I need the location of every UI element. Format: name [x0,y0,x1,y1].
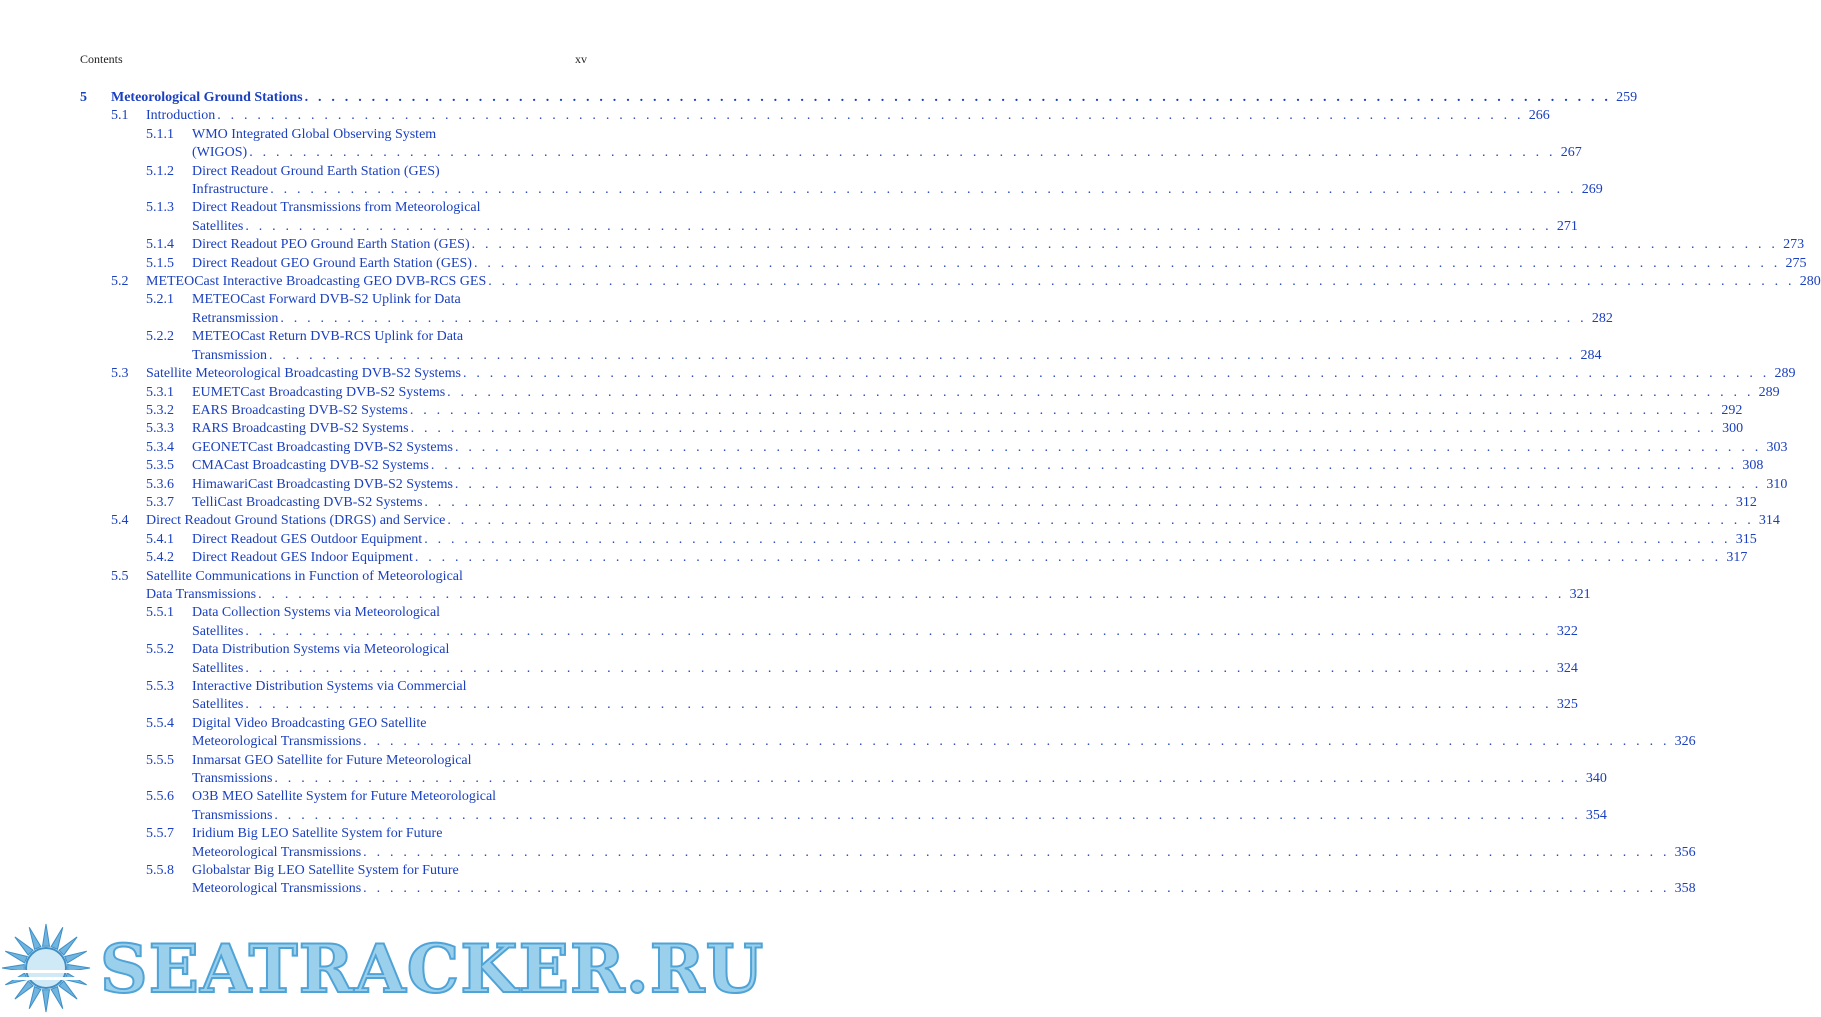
toc-entry-page[interactable]: 259 [1616,90,1638,105]
toc-entry[interactable] [80,512,1780,530]
dot-leader [363,844,1670,862]
toc-entry-page[interactable]: 300 [1722,421,1744,437]
toc-entry[interactable] [80,420,1744,438]
toc-entry-page[interactable]: 280 [1799,274,1821,290]
toc-entry-title[interactable]: Introduction [146,108,216,124]
watermark-text: SEATRACKER.RU [100,930,765,1008]
sun-ray [43,990,50,1012]
toc-entry-page[interactable]: 266 [1528,108,1550,124]
toc-entry-number: 5.5.6 [146,789,174,805]
toc-entry-page[interactable]: 314 [1758,513,1780,529]
sun-ray [5,951,27,963]
toc-entry-number: 5.5.2 [146,642,174,658]
toc-entry-number: 5.3.7 [146,494,174,510]
toc-entry[interactable] [80,604,1578,641]
toc-entry-title[interactable]: Meteorological Transmissions [192,734,362,750]
toc-entry-title[interactable]: Satellites [192,623,244,639]
toc-entry-title[interactable]: HimawariCast Broadcasting DVB-S2 Systems [192,476,453,492]
toc-entry-page[interactable]: 324 [1556,660,1578,676]
toc-entry-number: 5.1.1 [146,126,174,142]
dot-leader [363,733,1670,751]
dot-leader [411,420,1718,438]
toc-entry-number: 5.2.1 [146,292,174,308]
toc-entry-page[interactable]: 358 [1674,881,1696,897]
toc-entry-number: 5.3.5 [146,458,174,474]
toc-entry-title[interactable]: Data Distribution Systems via Meteorological [192,642,450,658]
toc-entry[interactable] [80,384,1780,402]
toc-entry-title[interactable]: METEOCast Interactive Broadcasting GEO DVB-RCS GES [146,274,487,290]
toc-entry-page[interactable]: 308 [1742,458,1764,474]
toc-entry-number: 5.5.4 [146,715,174,731]
sun-ray [65,951,87,963]
toc-entry-title[interactable]: Transmissions [192,771,273,787]
toc-entry-title[interactable]: Satellites [192,697,244,713]
toc-entry-title[interactable]: Satellite Communications in Function of Meteorological [146,568,463,584]
toc-entry-number: 5.3 [111,366,129,382]
toc-entry-page[interactable]: 315 [1735,531,1757,547]
toc-entry[interactable] [80,255,1807,273]
toc-entry[interactable] [80,825,1696,862]
dot-leader [280,310,1587,328]
toc-entry-title[interactable]: CMACast Broadcasting DVB-S2 Systems [192,458,429,474]
dot-leader [410,402,1717,420]
sun-ray [15,981,33,999]
toc-entry-title[interactable]: WMO Integrated Global Observing System [192,126,437,142]
toc-entry-title[interactable]: Digital Video Broadcasting GEO Satellite [192,715,427,731]
toc-entry-page[interactable]: 310 [1766,476,1788,492]
toc-entry-page[interactable]: 354 [1585,807,1607,823]
dot-leader [463,365,1770,383]
toc-entry-title[interactable]: Direct Readout Ground Stations (DRGS) and Service [146,513,446,529]
toc-entry-page[interactable]: 289 [1774,366,1796,382]
sun-ray [29,987,41,1009]
toc-entry-number: 5.1.4 [146,237,174,253]
dot-leader [249,144,1556,162]
dot-leader [245,218,1552,236]
dot-leader [447,512,1754,530]
toc-entry[interactable] [80,89,1638,107]
dot-leader [245,660,1552,678]
toc-entry-title[interactable]: Satellite Meteorological Broadcasting DVB-S2 Systems [146,366,461,382]
dot-leader [472,236,1779,254]
toc-entry[interactable] [80,568,1591,605]
toc-entry[interactable] [80,476,1788,494]
toc-entry-page[interactable]: 321 [1569,586,1591,602]
dot-leader [424,531,1731,549]
toc-entry-page[interactable]: 340 [1585,771,1607,787]
toc-entry-title[interactable]: Direct Readout GES Indoor Equipment [192,550,413,566]
dot-leader [269,347,1576,365]
toc-entry-title[interactable]: Direct Readout Ground Earth Station (GES) [192,163,440,179]
toc-entry[interactable] [80,494,1757,512]
toc-entry-page[interactable]: 326 [1674,734,1696,750]
toc-entry-number: 5.5.5 [146,752,174,768]
toc-entry[interactable] [80,402,1743,420]
dot-leader [245,696,1552,714]
toc-entry-title[interactable]: Iridium Big LEO Satellite System for Future [192,826,443,842]
toc-entry-number: 5.3.3 [146,421,174,437]
toc-entry-number: 5.1.2 [146,163,174,179]
toc-entry[interactable] [80,457,1764,475]
toc-entry[interactable] [80,328,1602,365]
toc-entry[interactable] [80,862,1696,899]
sun-ray [43,924,50,946]
toc-entry-page[interactable]: 282 [1591,310,1613,326]
toc-entry-number: 5.3.1 [146,384,174,400]
toc-entry-number: 5.3.2 [146,402,174,418]
dot-leader [431,457,1738,475]
toc-entry[interactable] [80,107,1550,125]
toc-entry[interactable] [80,531,1757,549]
toc-entry-title[interactable]: Data Transmissions [146,586,257,602]
toc-entry-number: 5.2.2 [146,329,174,345]
running-head [80,52,587,67]
toc-entry-title[interactable]: Data Collection Systems via Meteorological [192,605,441,621]
toc-entry-page[interactable]: 273 [1783,237,1805,253]
toc-entry-title[interactable]: GEONETCast Broadcasting DVB-S2 Systems [192,439,453,455]
toc-entry-title[interactable]: Transmissions [192,807,273,823]
toc-entry-title[interactable]: Direct Readout PEO Ground Earth Station (GES) [192,237,470,253]
toc-entry-number: 5 [80,90,87,105]
toc-entry-title[interactable]: O3B MEO Satellite System for Future Meteorological [192,789,497,805]
toc-entry-title[interactable]: METEOCast Return DVB-RCS Uplink for Data [192,329,464,345]
toc-entry-page[interactable]: 271 [1556,218,1578,234]
dot-leader [258,586,1565,604]
toc-entry-title[interactable]: Direct Readout GEO Ground Earth Station (GES) [192,255,472,271]
toc-entry-number: 5.1 [111,108,129,124]
toc-entry[interactable] [80,365,1796,383]
toc-entry-title[interactable]: Globalstar Big LEO Satellite System for Future [192,863,459,879]
toc-entry-title[interactable]: EARS Broadcasting DVB-S2 Systems [192,402,408,418]
toc-entry[interactable] [80,788,1607,825]
toc-entry-page[interactable]: 317 [1726,550,1748,566]
toc-entry-title[interactable]: Transmission [192,347,267,363]
toc-entry-title[interactable]: EUMETCast Broadcasting DVB-S2 Systems [192,384,446,400]
sun-ray [29,927,41,949]
toc-entry[interactable] [80,273,1821,291]
toc-entry-title[interactable]: Meteorological Transmissions [192,881,362,897]
dot-leader [415,549,1722,567]
toc-entry-page[interactable]: 269 [1581,182,1603,198]
toc-entry-number: 5.5.7 [146,826,174,842]
dot-leader [447,384,1754,402]
dot-leader [217,107,1524,125]
dot-leader [455,476,1762,494]
toc-entry-number: 5.5.8 [146,863,174,879]
toc-entry-title[interactable]: TelliCast Broadcasting DVB-S2 Systems [192,494,423,510]
sun-ray [59,981,77,999]
toc-entry-page[interactable]: 289 [1758,384,1780,400]
toc-entry-number: 5.5 [111,568,129,584]
toc-entry[interactable] [80,126,1582,163]
toc-entry-page[interactable]: 303 [1766,439,1788,455]
toc-entry-number: 5.4.2 [146,550,174,566]
toc-entry-number: 5.5.1 [146,605,174,621]
toc-entry[interactable] [80,549,1748,567]
dot-leader [274,807,1581,825]
toc-entry[interactable] [80,291,1613,328]
toc-entry-page[interactable]: 292 [1721,402,1743,418]
toc-entry-number: 5.3.6 [146,476,174,492]
toc-entry-title[interactable]: METEOCast Forward DVB-S2 Uplink for Data [192,292,461,308]
toc-entry-title[interactable]: Interactive Distribution Systems via Commercial [192,679,467,694]
dot-leader [474,255,1781,273]
dot-leader [363,880,1670,898]
toc-entry-page[interactable]: 275 [1785,255,1807,271]
toc-entry-title[interactable]: Meteorological Ground Stations [111,90,303,105]
dot-leader [274,770,1581,788]
sun-ray [51,987,63,1009]
toc-entry[interactable] [80,641,1578,678]
toc-entry-page[interactable]: 322 [1556,623,1578,639]
toc-entry[interactable] [80,715,1696,752]
sun-ray [15,937,33,955]
toc-entry-number: 5.1.5 [146,255,174,271]
dot-leader [424,494,1731,512]
toc-entry-title[interactable]: Direct Readout GES Outdoor Equipment [192,531,423,547]
toc-entry-page[interactable]: 312 [1735,494,1757,510]
toc-entry[interactable] [80,163,1603,200]
toc-entry-number: 5.3.4 [146,439,174,455]
toc-entry-title[interactable]: Satellites [192,660,244,676]
toc-entry-number: 5.2 [111,274,129,290]
table-of-contents [80,89,1821,899]
toc-entry-title[interactable]: Satellites [192,218,244,234]
toc-entry-title[interactable]: RARS Broadcasting DVB-S2 Systems [192,421,409,437]
dot-leader [270,181,1577,199]
toc-entry[interactable] [80,678,1578,715]
toc-entry-number: 5.4 [111,513,129,529]
toc-entry-title[interactable]: Meteorological Transmissions [192,844,362,860]
toc-entry-title[interactable]: Retransmission [192,310,279,326]
toc-entry-page[interactable]: 356 [1674,844,1696,860]
toc-entry[interactable] [80,236,1805,254]
toc-entry[interactable] [80,439,1788,457]
toc-entry-title[interactable]: Inmarsat GEO Satellite for Future Meteorological [192,752,472,768]
toc-entry-number: 5.4.1 [146,531,174,547]
toc-entry[interactable] [80,199,1578,236]
running-head-title: Contents [80,52,123,66]
toc-entry-page[interactable]: 325 [1556,697,1578,713]
toc-entry-title[interactable]: Direct Readout Transmissions from Meteorological [192,200,481,216]
dot-leader [305,89,1612,107]
toc-entry[interactable] [80,752,1607,789]
toc-entry-title[interactable]: (WIGOS) [192,145,248,161]
page-number: xv [575,52,587,66]
sun-logo-icon [0,924,92,1012]
dot-leader [455,439,1762,457]
toc-entry-page[interactable]: 284 [1580,347,1602,363]
dot-leader [245,623,1552,641]
toc-entry-number: 5.1.3 [146,200,174,216]
dot-leader [488,273,1795,291]
sun-ray [51,927,63,949]
toc-entry-page[interactable]: 267 [1560,145,1582,161]
toc-entry-title[interactable]: Infrastructure [192,182,269,198]
sun-ray [59,937,77,955]
toc-entry-number: 5.5.3 [146,679,174,694]
